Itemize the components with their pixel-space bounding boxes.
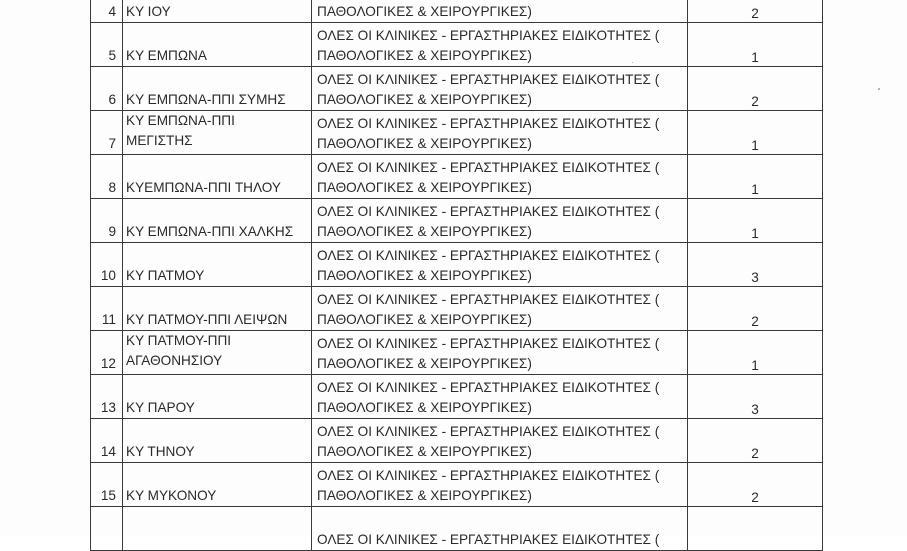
health-center-name-line1: ΚΥ ΠΑΤΜΟΥ-ΠΠΙ ΛΕΙΨΩΝ (126, 312, 288, 327)
specialty-cell (312, 507, 688, 551)
health-center-name-line1: ΚΥ ΤΗΝΟΥ (126, 444, 195, 459)
health-center-name (123, 419, 312, 463)
positions-count (688, 155, 823, 199)
table-row (91, 463, 823, 507)
positions-value: 1 (751, 226, 759, 241)
specialty-line1: ΟΛΕΣ ΟΙ ΚΛΙΝΙΚΕΣ - ΕΡΓΑΣΤΗΡΙΑΚΕΣ ΕΙΔΙΚΟΤΗΤΕΣ ( (317, 160, 660, 175)
specialty-cell (312, 111, 688, 155)
positions-value: 1 (751, 358, 759, 373)
row-number: 11 (91, 287, 123, 331)
positions-count (688, 0, 823, 23)
health-center-name-line1: ΚΥ ΕΜΠΩΝΑ (126, 48, 207, 63)
health-center-name (123, 199, 312, 243)
scan-speck (878, 88, 880, 90)
specialty-cell (312, 23, 688, 67)
health-center-name (123, 0, 312, 23)
row-number: 7 (91, 111, 123, 155)
specialty-cell (312, 155, 688, 199)
health-center-name (123, 287, 312, 331)
positions-value: 3 (751, 402, 759, 417)
table-row (91, 111, 823, 155)
positions-table (90, 0, 823, 551)
health-center-name-line1: ΚΥ ΕΜΠΩΝΑ-ΠΠΙ ΣΥΜΗΣ (126, 92, 286, 107)
specialty-cell (312, 419, 688, 463)
health-center-name-line2: ΑΓΑΘΟΝΗΣΙΟΥ (126, 353, 223, 368)
positions-value: 1 (751, 50, 759, 65)
positions-value: 2 (751, 490, 759, 505)
health-center-name-line2: ΜΕΓΙΣΤΗΣ (126, 133, 193, 148)
health-center-name (123, 507, 312, 551)
positions-value: 2 (751, 446, 759, 461)
specialty-line2: ΠΑΘΟΛΟΓΙΚΕΣ & ΧΕΙΡΟΥΡΓΙΚΕΣ) (317, 268, 532, 283)
specialty-line2: ΠΑΘΟΛΟΓΙΚΕΣ & ΧΕΙΡΟΥΡΓΙΚΕΣ) (317, 488, 532, 503)
table-body (91, 0, 823, 551)
table-row (91, 507, 823, 551)
specialty-line1: ΟΛΕΣ ΟΙ ΚΛΙΝΙΚΕΣ - ΕΡΓΑΣΤΗΡΙΑΚΕΣ ΕΙΔΙΚΟΤΗΤΕΣ ( (317, 468, 660, 483)
row-number: 4 (91, 0, 123, 23)
positions-count (688, 463, 823, 507)
positions-count (688, 199, 823, 243)
health-center-name-line1: ΚΥ ΜΥΚΟΝΟΥ (126, 488, 217, 503)
specialty-line2: ΠΑΘΟΛΟΓΙΚΕΣ & ΧΕΙΡΟΥΡΓΙΚΕΣ) (317, 180, 532, 195)
health-center-name-line1: ΚΥΕΜΠΩΝΑ-ΠΠΙ ΤΗΛΟΥ (126, 180, 281, 195)
health-center-name (123, 67, 312, 111)
row-number: 6 (91, 67, 123, 111)
specialty-line2: ΠΑΘΟΛΟΓΙΚΕΣ & ΧΕΙΡΟΥΡΓΙΚΕΣ) (317, 224, 532, 239)
specialty-cell (312, 287, 688, 331)
specialty-line1: ΟΛΕΣ ΟΙ ΚΛΙΝΙΚΕΣ - ΕΡΓΑΣΤΗΡΙΑΚΕΣ ΕΙΔΙΚΟΤΗΤΕΣ ( (317, 532, 660, 547)
specialty-line2: ΠΑΘΟΛΟΓΙΚΕΣ & ΧΕΙΡΟΥΡΓΙΚΕΣ) (317, 136, 532, 151)
health-center-name-line1: ΚΥ ΕΜΠΩΝΑ-ΠΠΙ ΧΑΛΚΗΣ (126, 224, 294, 239)
specialty-line1: ΟΛΕΣ ΟΙ ΚΛΙΝΙΚΕΣ - ΕΡΓΑΣΤΗΡΙΑΚΕΣ ΕΙΔΙΚΟΤΗΤΕΣ ( (317, 292, 660, 307)
positions-count (688, 287, 823, 331)
health-center-name (123, 243, 312, 287)
specialty-cell (312, 0, 688, 23)
positions-value: 2 (751, 6, 759, 21)
positions-count (688, 67, 823, 111)
row-number: 5 (91, 23, 123, 67)
health-center-name (123, 155, 312, 199)
specialty-line2: ΠΑΘΟΛΟΓΙΚΕΣ & ΧΕΙΡΟΥΡΓΙΚΕΣ) (317, 48, 532, 63)
positions-count (688, 243, 823, 287)
table-row (91, 375, 823, 419)
positions-count (688, 419, 823, 463)
health-center-name-line1: ΚΥ ΠΑΤΜΟΥ-ΠΠΙ (126, 333, 232, 348)
row-number: 13 (91, 375, 123, 419)
table-row (91, 199, 823, 243)
specialty-cell (312, 331, 688, 375)
table-row (91, 331, 823, 375)
positions-value: 2 (751, 94, 759, 109)
specialty-line1: ΟΛΕΣ ΟΙ ΚΛΙΝΙΚΕΣ - ΕΡΓΑΣΤΗΡΙΑΚΕΣ ΕΙΔΙΚΟΤΗΤΕΣ ( (317, 72, 660, 87)
positions-count (688, 111, 823, 155)
health-center-name-line1: ΚΥ ΠΑΡΟΥ (126, 400, 195, 415)
table-row (91, 155, 823, 199)
specialty-line2: ΠΑΘΟΛΟΓΙΚΕΣ & ΧΕΙΡΟΥΡΓΙΚΕΣ) (317, 4, 532, 19)
table-row (91, 243, 823, 287)
row-number (91, 507, 123, 551)
health-center-name-line1: ΚΥ ΠΑΤΜΟΥ (126, 268, 205, 283)
table-row (91, 0, 823, 23)
specialty-line2: ΠΑΘΟΛΟΓΙΚΕΣ & ΧΕΙΡΟΥΡΓΙΚΕΣ) (317, 356, 532, 371)
row-number: 10 (91, 243, 123, 287)
positions-value: 1 (751, 138, 759, 153)
specialty-cell (312, 199, 688, 243)
table-row (91, 419, 823, 463)
specialty-cell (312, 243, 688, 287)
health-center-name (123, 375, 312, 419)
row-number: 9 (91, 199, 123, 243)
scan-speck (632, 62, 633, 63)
specialty-line2: ΠΑΘΟΛΟΓΙΚΕΣ & ΧΕΙΡΟΥΡΓΙΚΕΣ) (317, 312, 532, 327)
health-center-name (123, 111, 312, 155)
specialty-cell (312, 375, 688, 419)
specialty-line2: ΠΑΘΟΛΟΓΙΚΕΣ & ΧΕΙΡΟΥΡΓΙΚΕΣ) (317, 92, 532, 107)
health-center-name (123, 23, 312, 67)
specialty-line1: ΟΛΕΣ ΟΙ ΚΛΙΝΙΚΕΣ - ΕΡΓΑΣΤΗΡΙΑΚΕΣ ΕΙΔΙΚΟΤΗΤΕΣ ( (317, 28, 660, 43)
specialty-line1: ΟΛΕΣ ΟΙ ΚΛΙΝΙΚΕΣ - ΕΡΓΑΣΤΗΡΙΑΚΕΣ ΕΙΔΙΚΟΤΗΤΕΣ ( (317, 248, 660, 263)
specialty-line1: ΟΛΕΣ ΟΙ ΚΛΙΝΙΚΕΣ - ΕΡΓΑΣΤΗΡΙΑΚΕΣ ΕΙΔΙΚΟΤΗΤΕΣ ( (317, 380, 660, 395)
positions-value: 1 (751, 182, 759, 197)
specialty-line1: ΟΛΕΣ ΟΙ ΚΛΙΝΙΚΕΣ - ΕΡΓΑΣΤΗΡΙΑΚΕΣ ΕΙΔΙΚΟΤΗΤΕΣ ( (317, 424, 660, 439)
table-row (91, 23, 823, 67)
table-row (91, 67, 823, 111)
row-number: 15 (91, 463, 123, 507)
positions-count (688, 507, 823, 551)
specialty-line1: ΟΛΕΣ ΟΙ ΚΛΙΝΙΚΕΣ - ΕΡΓΑΣΤΗΡΙΑΚΕΣ ΕΙΔΙΚΟΤΗΤΕΣ ( (317, 116, 660, 131)
health-center-name-line1: ΚΥ ΙΟΥ (126, 4, 171, 19)
row-number: 12 (91, 331, 123, 375)
specialty-line1: ΟΛΕΣ ΟΙ ΚΛΙΝΙΚΕΣ - ΕΡΓΑΣΤΗΡΙΑΚΕΣ ΕΙΔΙΚΟΤΗΤΕΣ ( (317, 336, 660, 351)
positions-count (688, 331, 823, 375)
row-number: 14 (91, 419, 123, 463)
specialty-line1: ΟΛΕΣ ΟΙ ΚΛΙΝΙΚΕΣ - ΕΡΓΑΣΤΗΡΙΑΚΕΣ ΕΙΔΙΚΟΤΗΤΕΣ ( (317, 204, 660, 219)
positions-count (688, 375, 823, 419)
positions-count (688, 23, 823, 67)
specialty-line2: ΠΑΘΟΛΟΓΙΚΕΣ & ΧΕΙΡΟΥΡΓΙΚΕΣ) (317, 400, 532, 415)
specialty-cell (312, 463, 688, 507)
specialty-cell (312, 67, 688, 111)
table-row (91, 287, 823, 331)
health-center-name (123, 463, 312, 507)
positions-value: 3 (751, 270, 759, 285)
health-center-name (123, 331, 312, 375)
positions-value: 2 (751, 314, 759, 329)
specialty-line2: ΠΑΘΟΛΟΓΙΚΕΣ & ΧΕΙΡΟΥΡΓΙΚΕΣ) (317, 444, 532, 459)
health-center-name-line1: ΚΥ ΕΜΠΩΝΑ-ΠΠΙ (126, 113, 235, 128)
row-number: 8 (91, 155, 123, 199)
